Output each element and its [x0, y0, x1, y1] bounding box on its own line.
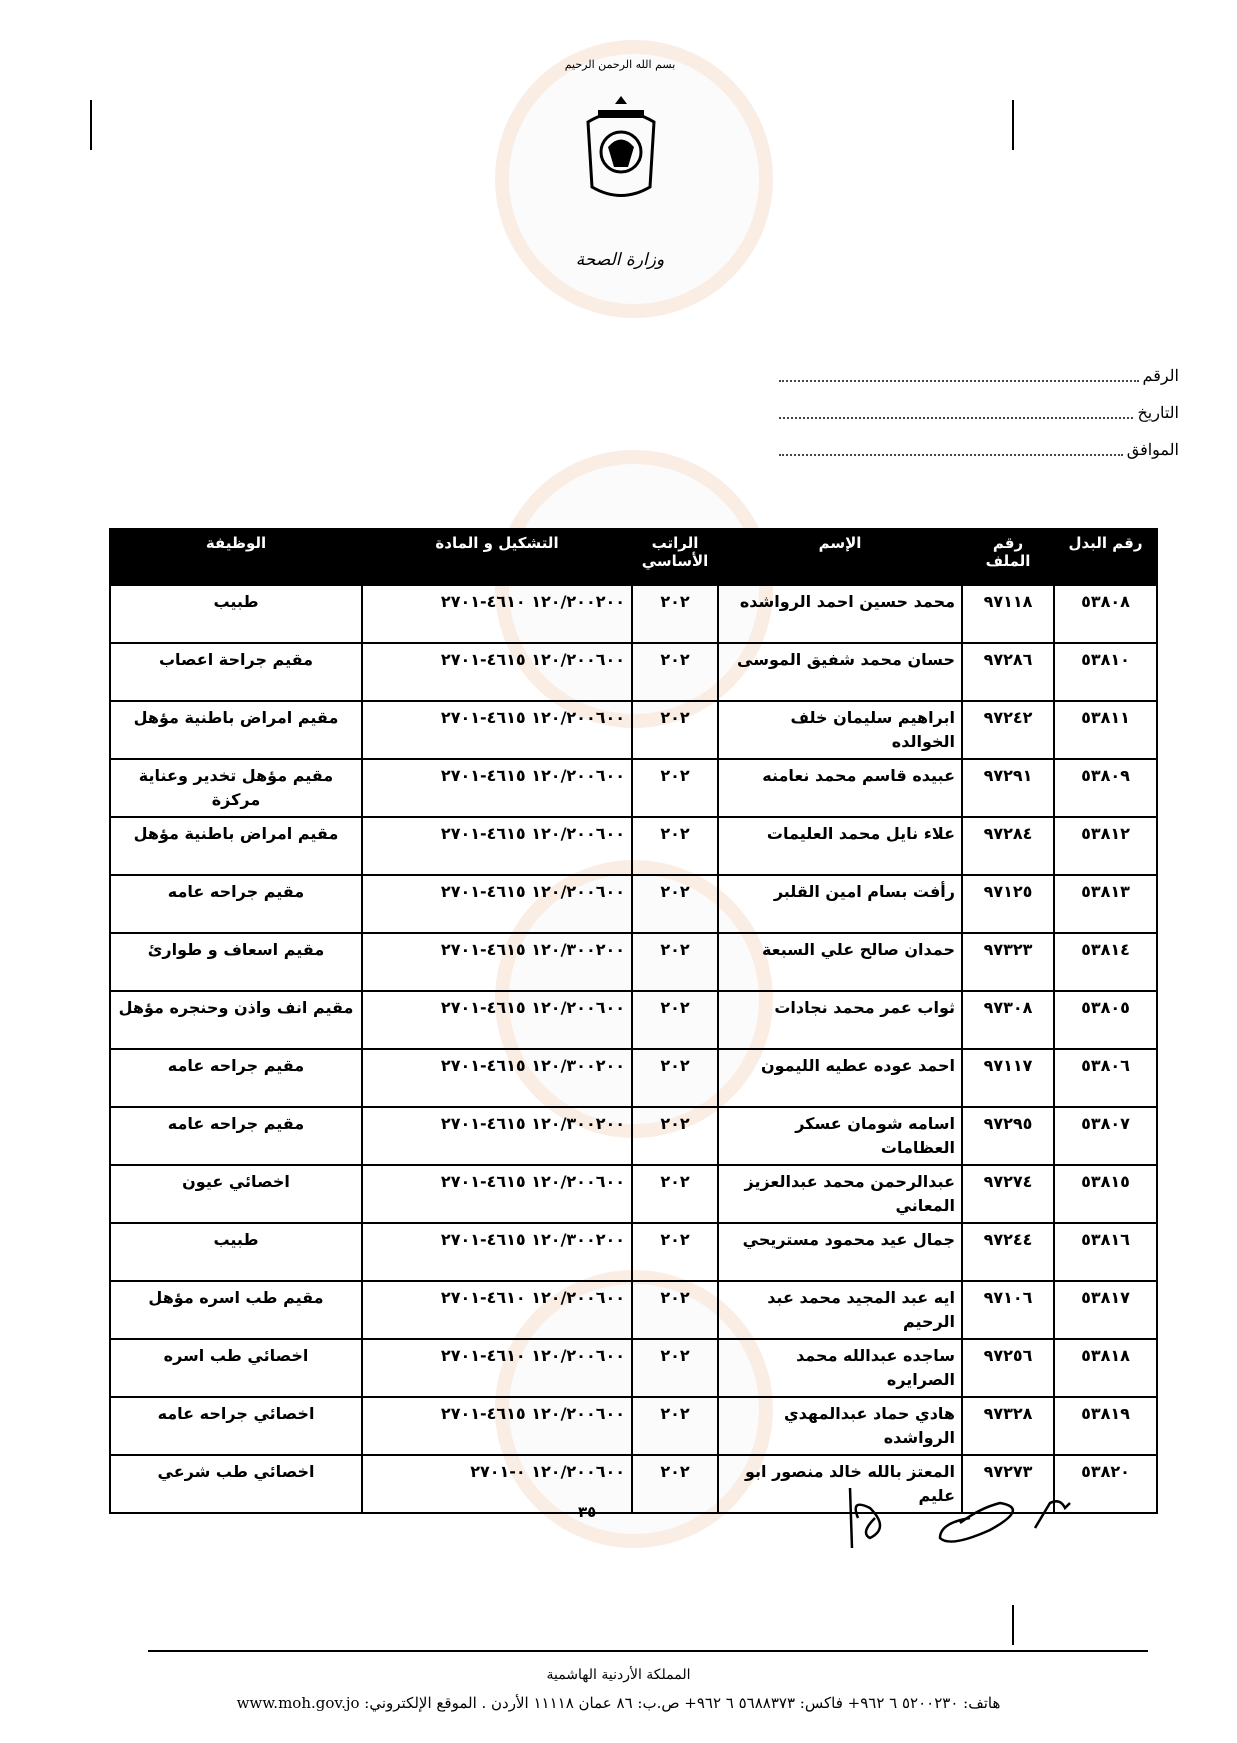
cell-serial: ٥٣٨٢٠ — [1054, 1455, 1157, 1513]
cell-job: مقيم جراحه عامه — [110, 875, 362, 933]
header-job: الوظيفة — [110, 529, 362, 585]
cell-grade: ٢٠٢ — [632, 875, 718, 933]
reference-number-field — [779, 366, 1179, 386]
cell-serial: ٥٣٨٠٧ — [1054, 1107, 1157, 1165]
cell-allocation: ١٢٠/٣٠٠٢٠٠ ٤٦١٥-٢٧٠١ — [362, 1049, 632, 1107]
cell-allocation: ١٢٠/٢٠٠٦٠٠ ٤٦١٥-٢٧٠١ — [362, 1397, 632, 1455]
cell-job: اخصائي طب اسره — [110, 1339, 362, 1397]
table-row — [110, 1281, 1157, 1339]
cell-grade: ٢٠٢ — [632, 1049, 718, 1107]
cell-file: ٩٧٢٨٦ — [962, 643, 1054, 701]
cell-grade: ٢٠٢ — [632, 1223, 718, 1281]
ministry-name: وزارة الصحة — [575, 250, 665, 270]
cell-serial: ٥٣٨٠٦ — [1054, 1049, 1157, 1107]
corresponding-date-label: الموافق — [1126, 442, 1179, 459]
cell-file: ٩٧٢٤٤ — [962, 1223, 1054, 1281]
cell-serial: ٥٣٨١٩ — [1054, 1397, 1157, 1455]
table-row — [110, 1165, 1157, 1223]
header-serial: رقم البدل — [1054, 529, 1157, 585]
table-row — [110, 991, 1157, 1049]
cell-grade: ٢٠٢ — [632, 1281, 718, 1339]
cell-job: اخصائي طب شرعي — [110, 1455, 362, 1513]
cell-name: ثواب عمر محمد نجادات — [718, 991, 962, 1049]
cell-job: مقيم مؤهل تخدير وعناية مركزة — [110, 759, 362, 817]
table-row — [110, 643, 1157, 701]
cell-serial: ٥٣٨٠٥ — [1054, 991, 1157, 1049]
cell-file: ٩٧٢٩٥ — [962, 1107, 1054, 1165]
cell-file: ٩٧٣٠٨ — [962, 991, 1054, 1049]
table-header-row — [110, 529, 1157, 585]
cell-grade: ٢٠٢ — [632, 991, 718, 1049]
cell-grade: ٢٠٢ — [632, 1339, 718, 1397]
header-allocation: التشكيل و المادة — [362, 529, 632, 585]
cell-name: محمد حسين احمد الرواشده — [718, 585, 962, 643]
signatures — [830, 1478, 1100, 1558]
cell-job: مقيم امراض باطنية مؤهل — [110, 817, 362, 875]
cell-serial: ٥٣٨١٥ — [1054, 1165, 1157, 1223]
cell-serial: ٥٣٨١٨ — [1054, 1339, 1157, 1397]
table-row — [110, 701, 1157, 759]
cell-allocation: ١٢٠/٢٠٠٦٠٠ ٤٦١٠-٢٧٠١ — [362, 1281, 632, 1339]
cell-allocation: ١٢٠/٢٠٠٦٠٠ ٤٦١٥-٢٧٠١ — [362, 701, 632, 759]
cell-file: ٩٧١٠٦ — [962, 1281, 1054, 1339]
cell-grade: ٢٠٢ — [632, 1455, 718, 1513]
corresponding-date-field — [779, 440, 1179, 460]
basmala: بسم الله الرحمن الرحيم — [564, 58, 676, 71]
cell-allocation: ١٢٠/٢٠٠٦٠٠ ٤٦١٥-٢٧٠١ — [362, 991, 632, 1049]
cell-file: ٩٧٢٧٣ — [962, 1455, 1054, 1513]
page-number: ٣٥ — [578, 1503, 597, 1521]
cell-serial: ٥٣٨١٦ — [1054, 1223, 1157, 1281]
cell-file: ٩٧٢٤٢ — [962, 701, 1054, 759]
cell-job: مقيم جراحه عامه — [110, 1107, 362, 1165]
cell-name: رأفت بسام امين القلبر — [718, 875, 962, 933]
cell-allocation: ١٢٠/٣٠٠٢٠٠ ٤٦١٥-٢٧٠١ — [362, 1107, 632, 1165]
table-row — [110, 933, 1157, 991]
cell-serial: ٥٣٨١٠ — [1054, 643, 1157, 701]
cell-serial: ٥٣٨١١ — [1054, 701, 1157, 759]
cell-file: ٩٧١١٨ — [962, 585, 1054, 643]
appointments-table — [109, 528, 1158, 1514]
cell-grade: ٢٠٢ — [632, 585, 718, 643]
cell-allocation: ١٢٠/٢٠٠٦٠٠ ٤٦١٥-٢٧٠١ — [362, 643, 632, 701]
cell-allocation: ١٢٠/٢٠٠٦٠٠ ٠-٢٧٠١ — [362, 1455, 632, 1513]
cell-job: مقيم جراحة اعصاب — [110, 643, 362, 701]
cell-job: مقيم جراحه عامه — [110, 1049, 362, 1107]
cell-allocation: ١٢٠/٢٠٠٢٠٠ ٤٦١٠-٢٧٠١ — [362, 585, 632, 643]
cell-job: طبيب — [110, 1223, 362, 1281]
cell-file: ٩٧٢٨٤ — [962, 817, 1054, 875]
cell-file: ٩٧٢٩١ — [962, 759, 1054, 817]
cell-serial: ٥٣٨١٣ — [1054, 875, 1157, 933]
cell-allocation: ١٢٠/٢٠٠٦٠٠ ٤٦١٠-٢٧٠١ — [362, 1339, 632, 1397]
table-row — [110, 875, 1157, 933]
cell-grade: ٢٠٢ — [632, 1107, 718, 1165]
cell-file: ٩٧٣٢٣ — [962, 933, 1054, 991]
header-file: رقم الملف — [962, 529, 1054, 585]
cell-job: مقيم اسعاف و طوارئ — [110, 933, 362, 991]
cell-file: ٩٧٢٥٦ — [962, 1339, 1054, 1397]
table-row — [110, 759, 1157, 817]
table-row — [110, 585, 1157, 643]
footer-contact: هاتف: ٥٢٠٠٢٣٠ ٦ ٩٦٢+ فاكس: ٥٦٨٨٣٧٣ ٦ ٩٦٢+ ص.ب: ٨٦ عمان ١١١١٨ الأردن . الموقع الإلكتروني: www.moh.gov.jo — [236, 1694, 1001, 1712]
cell-name: ايه عبد المجيد محمد عبد الرحيم — [718, 1281, 962, 1339]
cell-name: علاء نايل محمد العليمات — [718, 817, 962, 875]
cell-grade: ٢٠٢ — [632, 701, 718, 759]
table-row — [110, 1223, 1157, 1281]
table-row — [110, 817, 1157, 875]
cell-grade: ٢٠٢ — [632, 759, 718, 817]
table-row — [110, 1397, 1157, 1455]
cell-grade: ٢٠٢ — [632, 1397, 718, 1455]
cell-name: المعتز بالله خالد منصور ابو عليم — [718, 1455, 962, 1513]
cell-grade: ٢٠٢ — [632, 933, 718, 991]
cell-name: اسامه شومان عسكر العظامات — [718, 1107, 962, 1165]
cell-job: اخصائي جراحه عامه — [110, 1397, 362, 1455]
footer-divider — [148, 1650, 1148, 1652]
cell-allocation: ١٢٠/٢٠٠٦٠٠ ٤٦١٥-٢٧٠١ — [362, 875, 632, 933]
cell-job: طبيب — [110, 585, 362, 643]
cell-job: مقيم انف واذن وحنجره مؤهل — [110, 991, 362, 1049]
cell-serial: ٥٣٨١٢ — [1054, 817, 1157, 875]
cell-grade: ٢٠٢ — [632, 1165, 718, 1223]
cell-job: مقيم امراض باطنية مؤهل — [110, 701, 362, 759]
cell-allocation: ١٢٠/٢٠٠٦٠٠ ٤٦١٥-٢٧٠١ — [362, 759, 632, 817]
cell-name: هادي حماد عبدالمهدي الرواشده — [718, 1397, 962, 1455]
cell-file: ٩٧١١٧ — [962, 1049, 1054, 1107]
margin-mark — [1012, 1605, 1014, 1645]
footer-country: المملكة الأردنية الهاشمية — [546, 1667, 691, 1683]
cell-serial: ٥٣٨١٤ — [1054, 933, 1157, 991]
coat-of-arms-logo — [578, 92, 664, 204]
cell-name: عبيده قاسم محمد نعامنه — [718, 759, 962, 817]
cell-allocation: ١٢٠/٢٠٠٦٠٠ ٤٦١٥-٢٧٠١ — [362, 1165, 632, 1223]
cell-job: مقيم طب اسره مؤهل — [110, 1281, 362, 1339]
cell-grade: ٢٠٢ — [632, 817, 718, 875]
cell-allocation: ١٢٠/٣٠٠٢٠٠ ٤٦١٥-٢٧٠١ — [362, 1223, 632, 1281]
cell-allocation: ١٢٠/٣٠٠٢٠٠ ٤٦١٥-٢٧٠١ — [362, 933, 632, 991]
cell-file: ٩٧٢٧٤ — [962, 1165, 1054, 1223]
margin-mark — [1012, 100, 1014, 150]
date-field — [779, 403, 1179, 423]
cell-file: ٩٧٣٢٨ — [962, 1397, 1054, 1455]
cell-grade: ٢٠٢ — [632, 643, 718, 701]
cell-name: ابراهيم سليمان خلف الخوالده — [718, 701, 962, 759]
cell-name: عبدالرحمن محمد عبدالعزيز المعاني — [718, 1165, 962, 1223]
date-label: التاريخ — [1137, 405, 1179, 422]
cell-name: حمدان صالح علي السبعة — [718, 933, 962, 991]
cell-job: اخصائي عيون — [110, 1165, 362, 1223]
cell-name: حسان محمد شفيق الموسى — [718, 643, 962, 701]
cell-serial: ٥٣٨٠٨ — [1054, 585, 1157, 643]
margin-mark — [90, 100, 92, 150]
header-grade: الراتب الأساسي — [632, 529, 718, 585]
table-row — [110, 1339, 1157, 1397]
header-name: الإسم — [718, 529, 962, 585]
cell-file: ٩٧١٢٥ — [962, 875, 1054, 933]
table-row — [110, 1049, 1157, 1107]
table-row — [110, 1107, 1157, 1165]
cell-name: ساجده عبدالله محمد الصرايره — [718, 1339, 962, 1397]
reference-number-label: الرقم — [1142, 368, 1179, 385]
cell-name: احمد عوده عطيه الليمون — [718, 1049, 962, 1107]
cell-name: جمال عيد محمود مستريحي — [718, 1223, 962, 1281]
cell-serial: ٥٣٨٠٩ — [1054, 759, 1157, 817]
cell-serial: ٥٣٨١٧ — [1054, 1281, 1157, 1339]
cell-allocation: ١٢٠/٢٠٠٦٠٠ ٤٦١٥-٢٧٠١ — [362, 817, 632, 875]
